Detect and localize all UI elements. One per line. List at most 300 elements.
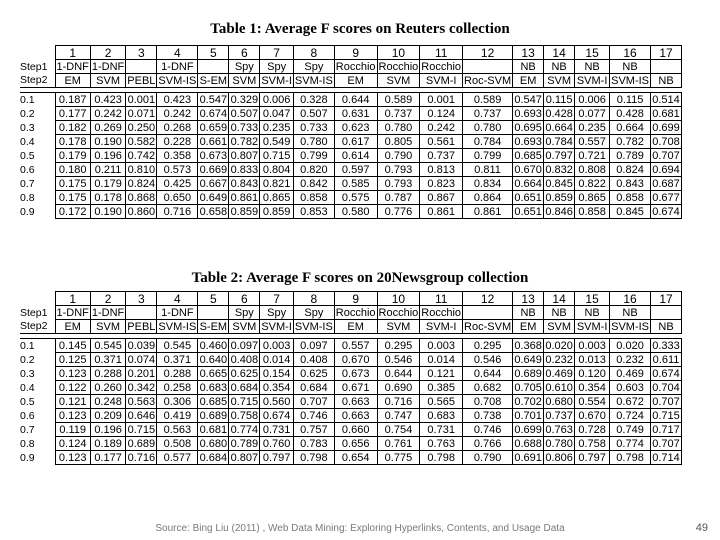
row-label: 0.2 bbox=[20, 353, 35, 366]
f-score-cell: 0.758 bbox=[575, 437, 610, 451]
f-score-cell: 0.190 bbox=[90, 135, 125, 149]
f-score-cell: 0.665 bbox=[199, 367, 228, 380]
f-score-cell: 0.201 bbox=[127, 367, 156, 380]
f-score-cell: 0.614 bbox=[334, 149, 377, 163]
f-score-cell: 0.833 bbox=[230, 163, 259, 176]
f-score-cell: 0.790 bbox=[463, 451, 513, 465]
f-score-cell: 0.333 bbox=[652, 339, 680, 352]
f-score-cell: 0.228 bbox=[157, 135, 198, 149]
f-score-cell: 0.846 bbox=[545, 205, 573, 218]
f-score-cell: 0.014 bbox=[420, 353, 463, 367]
step2-method: EM bbox=[334, 74, 377, 88]
f-score-cell: 0.694 bbox=[652, 163, 680, 176]
step1-method: NB bbox=[544, 306, 575, 320]
f-score-cell: 0.780 bbox=[377, 121, 420, 135]
f-score-cell: 0.097 bbox=[230, 339, 259, 352]
step1-method: Rocchio bbox=[378, 306, 419, 319]
step1-method: Rocchio bbox=[335, 60, 376, 73]
f-score-cell: 0.821 bbox=[260, 177, 294, 191]
f-score-cell: 0.670 bbox=[514, 163, 542, 176]
f-score-cell: 0.545 bbox=[157, 339, 198, 353]
f-score-cell: 0.469 bbox=[545, 367, 573, 380]
f-score-cell: 0.119 bbox=[55, 423, 90, 437]
f-score-cell: 0.123 bbox=[55, 451, 90, 465]
table-row bbox=[20, 93, 682, 107]
table-row bbox=[20, 451, 682, 465]
f-score-cell: 0.721 bbox=[575, 149, 610, 163]
f-score-cell: 0.013 bbox=[575, 353, 610, 367]
step1-label: Step1 bbox=[20, 306, 48, 319]
f-score-cell: 0.115 bbox=[544, 93, 575, 107]
row-label: 0.3 bbox=[20, 121, 35, 134]
row-label: 0.9 bbox=[20, 205, 35, 218]
f-score-cell: 0.859 bbox=[260, 205, 294, 219]
step1-method: NB bbox=[575, 306, 610, 320]
column-number: 4 bbox=[157, 46, 198, 60]
row-label: 0.7 bbox=[20, 177, 35, 190]
page-number: 49 bbox=[695, 522, 708, 534]
f-score-cell: 0.661 bbox=[199, 135, 228, 148]
f-score-cell: 0.684 bbox=[230, 381, 259, 394]
f-score-cell: 0.673 bbox=[334, 367, 377, 381]
f-score-cell: 0.763 bbox=[420, 437, 463, 451]
newsgroup-f-score-table bbox=[20, 291, 682, 465]
f-score-cell: 0.659 bbox=[199, 121, 228, 134]
f-score-cell: 0.797 bbox=[575, 451, 610, 465]
step2-method: EM bbox=[513, 74, 544, 88]
f-score-cell: 0.561 bbox=[420, 135, 463, 149]
f-score-cell: 0.808 bbox=[575, 163, 610, 177]
f-score-cell: 0.047 bbox=[260, 107, 294, 121]
f-score-cell: 0.014 bbox=[260, 353, 294, 367]
f-score-cell: 0.547 bbox=[514, 93, 542, 106]
f-score-cell: 0.328 bbox=[293, 93, 334, 107]
column-number: 4 bbox=[157, 292, 198, 306]
f-score-cell: 0.649 bbox=[514, 353, 542, 366]
f-score-cell: 0.039 bbox=[127, 339, 156, 352]
f-score-cell: 0.805 bbox=[377, 135, 420, 149]
f-score-cell: 0.776 bbox=[377, 205, 420, 219]
f-score-cell: 0.822 bbox=[575, 177, 610, 191]
f-score-cell: 0.428 bbox=[545, 107, 573, 120]
f-score-cell: 0.342 bbox=[127, 381, 156, 394]
table-row bbox=[20, 163, 682, 177]
row-label: 0.9 bbox=[20, 451, 35, 464]
step1-method bbox=[126, 306, 157, 320]
f-score-cell: 0.663 bbox=[334, 395, 377, 409]
f-score-cell: 0.799 bbox=[463, 149, 513, 163]
f-score-cell: 0.784 bbox=[545, 135, 573, 148]
f-score-cell: 0.793 bbox=[377, 163, 420, 177]
f-score-cell: 0.798 bbox=[293, 451, 334, 465]
f-score-cell: 0.565 bbox=[420, 395, 463, 409]
column-number: 11 bbox=[420, 46, 463, 60]
table-row bbox=[20, 177, 682, 191]
table-row bbox=[20, 381, 682, 395]
source-citation: Source: Bing Liu (2011) , Web Data Mining: Exploring Hyperlinks, Contents, and Usage Data bbox=[155, 523, 565, 534]
column-number: 3 bbox=[126, 46, 157, 60]
f-score-cell: 0.708 bbox=[652, 135, 680, 148]
table-row bbox=[20, 191, 682, 205]
f-score-cell: 0.549 bbox=[260, 135, 294, 149]
step2-method: SVM-IS bbox=[294, 74, 333, 87]
f-score-cell: 0.861 bbox=[230, 191, 259, 204]
column-number: 5 bbox=[198, 46, 229, 60]
f-score-cell: 0.001 bbox=[420, 93, 463, 107]
f-score-cell: 0.834 bbox=[463, 177, 513, 191]
f-score-cell: 0.682 bbox=[463, 381, 513, 395]
step2-method: SVM bbox=[229, 74, 260, 88]
f-score-cell: 0.707 bbox=[652, 437, 680, 450]
table-row bbox=[20, 423, 682, 437]
f-score-cell: 0.716 bbox=[157, 205, 198, 219]
f-score-cell: 0.669 bbox=[199, 163, 228, 176]
f-score-cell: 0.733 bbox=[230, 121, 259, 134]
f-score-cell: 0.804 bbox=[260, 163, 294, 177]
f-score-cell: 0.211 bbox=[90, 163, 125, 177]
column-number: 15 bbox=[575, 46, 610, 60]
f-score-cell: 0.124 bbox=[420, 107, 463, 121]
column-number: 10 bbox=[377, 46, 420, 60]
f-score-cell: 0.644 bbox=[463, 367, 513, 381]
f-score-cell: 0.782 bbox=[610, 135, 651, 149]
f-score-cell: 0.408 bbox=[293, 353, 334, 367]
f-score-cell: 0.707 bbox=[293, 395, 334, 409]
f-score-cell: 0.589 bbox=[463, 93, 513, 107]
step2-method: SVM bbox=[377, 320, 420, 334]
f-score-cell: 0.715 bbox=[652, 409, 680, 422]
f-score-cell: 0.731 bbox=[420, 423, 463, 437]
f-score-cell: 0.784 bbox=[463, 135, 513, 149]
f-score-cell: 0.172 bbox=[55, 205, 90, 219]
column-number: 11 bbox=[420, 292, 463, 306]
f-score-cell: 0.145 bbox=[55, 339, 90, 353]
f-score-cell: 0.824 bbox=[127, 177, 156, 190]
f-score-cell: 0.670 bbox=[575, 409, 610, 423]
f-score-cell: 0.859 bbox=[545, 191, 573, 204]
f-score-cell: 0.573 bbox=[157, 163, 198, 177]
step2-method: SVM-IS bbox=[611, 74, 650, 87]
f-score-cell: 0.757 bbox=[293, 423, 334, 437]
f-score-cell: 0.688 bbox=[514, 437, 542, 450]
f-score-cell: 0.793 bbox=[377, 177, 420, 191]
f-score-cell: 0.003 bbox=[575, 339, 610, 353]
f-score-cell: 0.845 bbox=[545, 177, 573, 190]
f-score-cell: 0.823 bbox=[420, 177, 463, 191]
step2-method: S-EM bbox=[199, 74, 228, 87]
f-score-cell: 0.120 bbox=[575, 367, 610, 381]
f-score-cell: 0.787 bbox=[377, 191, 420, 205]
f-score-cell: 0.861 bbox=[463, 205, 513, 219]
f-score-cell: 0.843 bbox=[230, 177, 259, 190]
f-score-cell: 0.684 bbox=[293, 381, 334, 395]
step1-method: 1-DNF bbox=[157, 60, 198, 74]
table-row bbox=[20, 107, 682, 121]
column-number: 13 bbox=[513, 292, 544, 306]
step1-method: 1-DNF bbox=[56, 306, 89, 319]
f-score-cell: 0.715 bbox=[127, 423, 156, 436]
f-score-cell: 0.242 bbox=[90, 107, 125, 121]
f-score-cell: 0.423 bbox=[90, 93, 125, 107]
f-score-cell: 0.860 bbox=[127, 205, 156, 218]
column-number: 3 bbox=[126, 292, 157, 306]
f-score-cell: 0.858 bbox=[610, 191, 651, 205]
f-score-cell: 0.408 bbox=[230, 353, 259, 366]
f-score-cell: 0.747 bbox=[377, 409, 420, 423]
f-score-cell: 0.704 bbox=[652, 381, 680, 394]
f-score-cell: 0.196 bbox=[90, 423, 125, 437]
step1-method: NB bbox=[513, 60, 544, 74]
step1-method: NB bbox=[513, 306, 544, 320]
f-score-cell: 0.269 bbox=[90, 121, 125, 135]
f-score-cell: 0.644 bbox=[334, 93, 377, 107]
f-score-cell: 0.650 bbox=[157, 191, 198, 205]
table-row bbox=[20, 149, 682, 163]
f-score-cell: 0.190 bbox=[90, 205, 125, 219]
f-score-cell: 0.868 bbox=[127, 191, 156, 204]
f-score-cell: 0.783 bbox=[293, 437, 334, 451]
step2-row bbox=[20, 320, 682, 334]
f-score-cell: 0.714 bbox=[652, 451, 680, 464]
f-score-cell: 0.733 bbox=[293, 121, 334, 135]
f-score-cell: 0.690 bbox=[377, 381, 420, 395]
step2-method: SVM-I bbox=[575, 320, 610, 334]
f-score-cell: 0.295 bbox=[377, 339, 420, 353]
f-score-cell: 0.824 bbox=[610, 163, 651, 177]
f-score-cell: 0.664 bbox=[545, 121, 573, 134]
step2-method: SVM-IS bbox=[158, 74, 197, 87]
f-score-cell: 0.798 bbox=[610, 451, 651, 465]
step1-method bbox=[198, 60, 229, 74]
f-score-cell: 0.187 bbox=[55, 93, 90, 107]
row-label: 0.4 bbox=[20, 135, 35, 148]
f-score-cell: 0.003 bbox=[260, 339, 294, 353]
f-score-cell: 0.611 bbox=[651, 353, 682, 367]
f-score-cell: 0.674 bbox=[199, 107, 228, 120]
f-score-cell: 0.820 bbox=[293, 163, 334, 177]
step2-method: SVM-I bbox=[420, 320, 463, 334]
table-row bbox=[20, 121, 682, 135]
f-score-cell: 0.631 bbox=[334, 107, 377, 121]
f-score-cell: 0.865 bbox=[575, 191, 610, 205]
table-row bbox=[20, 135, 682, 149]
f-score-cell: 0.861 bbox=[420, 205, 463, 219]
f-score-cell: 0.354 bbox=[260, 381, 294, 395]
row-label: 0.7 bbox=[20, 423, 35, 436]
f-score-cell: 0.761 bbox=[377, 437, 420, 451]
f-score-cell: 0.617 bbox=[334, 135, 377, 149]
table2-title: Table 2: Average F scores on 20Newsgroup collection bbox=[191, 270, 529, 286]
f-score-cell: 0.715 bbox=[230, 395, 259, 408]
step1-method bbox=[198, 306, 229, 320]
f-score-cell: 0.842 bbox=[293, 177, 334, 191]
f-score-cell: 0.575 bbox=[334, 191, 377, 205]
f-score-cell: 0.807 bbox=[230, 149, 259, 162]
corner-cell bbox=[20, 292, 55, 306]
step2-method: Roc-SVM bbox=[464, 320, 512, 333]
f-score-cell: 0.507 bbox=[293, 107, 334, 121]
f-score-cell: 0.864 bbox=[463, 191, 513, 205]
f-score-cell: 0.123 bbox=[55, 367, 90, 381]
table-row bbox=[20, 339, 682, 353]
f-score-cell: 0.680 bbox=[199, 437, 228, 450]
f-score-cell: 0.122 bbox=[55, 381, 90, 395]
f-score-cell: 0.563 bbox=[157, 423, 198, 437]
column-number: 6 bbox=[229, 46, 260, 60]
table-row bbox=[20, 205, 682, 219]
step2-method: NB bbox=[651, 74, 682, 88]
f-score-cell: 0.774 bbox=[230, 423, 259, 436]
f-score-cell: 0.790 bbox=[377, 149, 420, 163]
f-score-cell: 0.371 bbox=[157, 353, 198, 367]
f-score-cell: 0.209 bbox=[90, 409, 125, 423]
column-number: 15 bbox=[575, 292, 610, 306]
f-score-cell: 0.789 bbox=[230, 437, 259, 450]
f-score-cell: 0.797 bbox=[545, 149, 573, 162]
f-score-cell: 0.235 bbox=[575, 121, 610, 135]
f-score-cell: 0.683 bbox=[199, 381, 228, 394]
f-score-cell: 0.693 bbox=[514, 107, 542, 120]
column-number: 7 bbox=[260, 292, 294, 306]
f-score-cell: 0.175 bbox=[55, 191, 90, 205]
f-score-cell: 0.865 bbox=[260, 191, 294, 205]
step1-method: Spy bbox=[229, 60, 260, 74]
table-row bbox=[20, 437, 682, 451]
f-score-cell: 0.737 bbox=[420, 149, 463, 163]
step1-method: NB bbox=[610, 306, 651, 320]
f-score-cell: 0.623 bbox=[334, 121, 377, 135]
f-score-cell: 0.248 bbox=[90, 395, 125, 409]
reuters-f-score-table bbox=[20, 45, 682, 219]
column-number: 13 bbox=[513, 46, 544, 60]
column-number: 5 bbox=[198, 292, 229, 306]
f-score-cell: 0.178 bbox=[55, 135, 90, 149]
step2-method: EM bbox=[55, 74, 90, 88]
f-score-cell: 0.742 bbox=[127, 149, 156, 162]
f-score-cell: 0.737 bbox=[377, 107, 420, 121]
f-score-cell: 0.649 bbox=[199, 191, 228, 204]
f-score-cell: 0.728 bbox=[575, 423, 610, 437]
f-score-cell: 0.006 bbox=[575, 93, 610, 107]
step2-method: SVM bbox=[377, 74, 420, 88]
f-score-cell: 0.858 bbox=[293, 191, 334, 205]
f-score-cell: 0.708 bbox=[463, 395, 513, 409]
column-number: 12 bbox=[463, 292, 513, 306]
f-score-cell: 0.810 bbox=[127, 163, 156, 176]
step1-label: Step1 bbox=[20, 60, 48, 73]
step1-method: Rocchio bbox=[335, 306, 376, 319]
column-number: 10 bbox=[377, 292, 420, 306]
f-score-cell: 0.689 bbox=[127, 437, 156, 450]
step1-method: Spy bbox=[229, 306, 260, 320]
f-score-cell: 0.250 bbox=[127, 121, 156, 134]
f-score-cell: 0.774 bbox=[610, 437, 651, 451]
f-score-cell: 0.845 bbox=[610, 205, 651, 219]
f-score-cell: 0.707 bbox=[652, 395, 680, 408]
f-score-cell: 0.115 bbox=[610, 93, 651, 107]
table-row bbox=[20, 353, 682, 367]
f-score-cell: 0.731 bbox=[260, 423, 294, 437]
f-score-cell: 0.685 bbox=[199, 395, 228, 408]
column-number: 16 bbox=[610, 46, 651, 60]
f-score-cell: 0.546 bbox=[377, 353, 420, 367]
step2-method: SVM bbox=[90, 320, 125, 334]
row-label: 0.1 bbox=[20, 93, 35, 106]
row-label: 0.5 bbox=[20, 395, 35, 408]
column-number-row bbox=[20, 292, 682, 306]
f-score-cell: 0.689 bbox=[514, 367, 542, 380]
column-number: 14 bbox=[544, 292, 575, 306]
corner-cell bbox=[20, 46, 55, 60]
step1-method: Spy bbox=[293, 306, 334, 320]
f-score-cell: 0.683 bbox=[420, 409, 463, 423]
f-score-cell: 0.674 bbox=[652, 205, 680, 218]
f-score-cell: 0.738 bbox=[463, 409, 513, 423]
f-score-cell: 0.859 bbox=[230, 205, 259, 218]
f-score-cell: 0.672 bbox=[610, 395, 651, 409]
f-score-cell: 0.670 bbox=[334, 353, 377, 367]
f-score-cell: 0.469 bbox=[610, 367, 651, 381]
f-score-cell: 0.651 bbox=[514, 205, 542, 218]
f-score-cell: 0.507 bbox=[230, 107, 259, 120]
step2-method: EM bbox=[334, 320, 377, 334]
step2-method: EM bbox=[513, 320, 544, 334]
row-label: 0.6 bbox=[20, 409, 35, 422]
row-label: 0.8 bbox=[20, 437, 35, 450]
f-score-cell: 0.577 bbox=[157, 451, 198, 465]
f-score-cell: 0.358 bbox=[157, 149, 198, 163]
f-score-cell: 0.806 bbox=[545, 451, 573, 464]
column-number: 8 bbox=[293, 46, 334, 60]
f-score-cell: 0.097 bbox=[293, 339, 334, 353]
f-score-cell: 0.180 bbox=[55, 163, 90, 177]
f-score-cell: 0.681 bbox=[199, 423, 228, 436]
f-score-cell: 0.123 bbox=[55, 409, 90, 423]
f-score-cell: 0.006 bbox=[260, 93, 294, 107]
f-score-cell: 0.775 bbox=[377, 451, 420, 465]
step2-method: EM bbox=[55, 320, 90, 334]
f-score-cell: 0.780 bbox=[293, 135, 334, 149]
column-number-row bbox=[20, 46, 682, 60]
f-score-cell: 0.674 bbox=[652, 367, 680, 380]
f-score-cell: 0.813 bbox=[420, 163, 463, 177]
step2-method: SVM bbox=[544, 320, 575, 334]
f-score-cell: 0.716 bbox=[127, 451, 156, 464]
f-score-cell: 0.693 bbox=[514, 135, 542, 148]
f-score-cell: 0.780 bbox=[545, 437, 573, 450]
f-score-cell: 0.235 bbox=[260, 121, 294, 135]
f-score-cell: 0.232 bbox=[545, 353, 573, 366]
column-number: 17 bbox=[651, 46, 682, 60]
step1-method: NB bbox=[610, 60, 651, 74]
f-score-cell: 0.766 bbox=[463, 437, 513, 451]
f-score-cell: 0.563 bbox=[127, 395, 156, 408]
table-row bbox=[20, 395, 682, 409]
column-number: 17 bbox=[651, 292, 682, 306]
f-score-cell: 0.306 bbox=[157, 395, 198, 409]
f-score-cell: 0.701 bbox=[514, 409, 542, 422]
column-number: 12 bbox=[463, 46, 513, 60]
f-score-cell: 0.680 bbox=[545, 395, 573, 408]
f-score-cell: 0.182 bbox=[55, 121, 90, 135]
f-score-cell: 0.699 bbox=[652, 121, 680, 134]
step1-method: Spy bbox=[293, 60, 334, 74]
step2-method: SVM-IS bbox=[294, 320, 333, 333]
f-score-cell: 0.671 bbox=[334, 381, 377, 395]
row-label: 0.6 bbox=[20, 163, 35, 176]
f-score-cell: 0.677 bbox=[652, 191, 680, 204]
f-score-cell: 0.689 bbox=[199, 409, 228, 422]
